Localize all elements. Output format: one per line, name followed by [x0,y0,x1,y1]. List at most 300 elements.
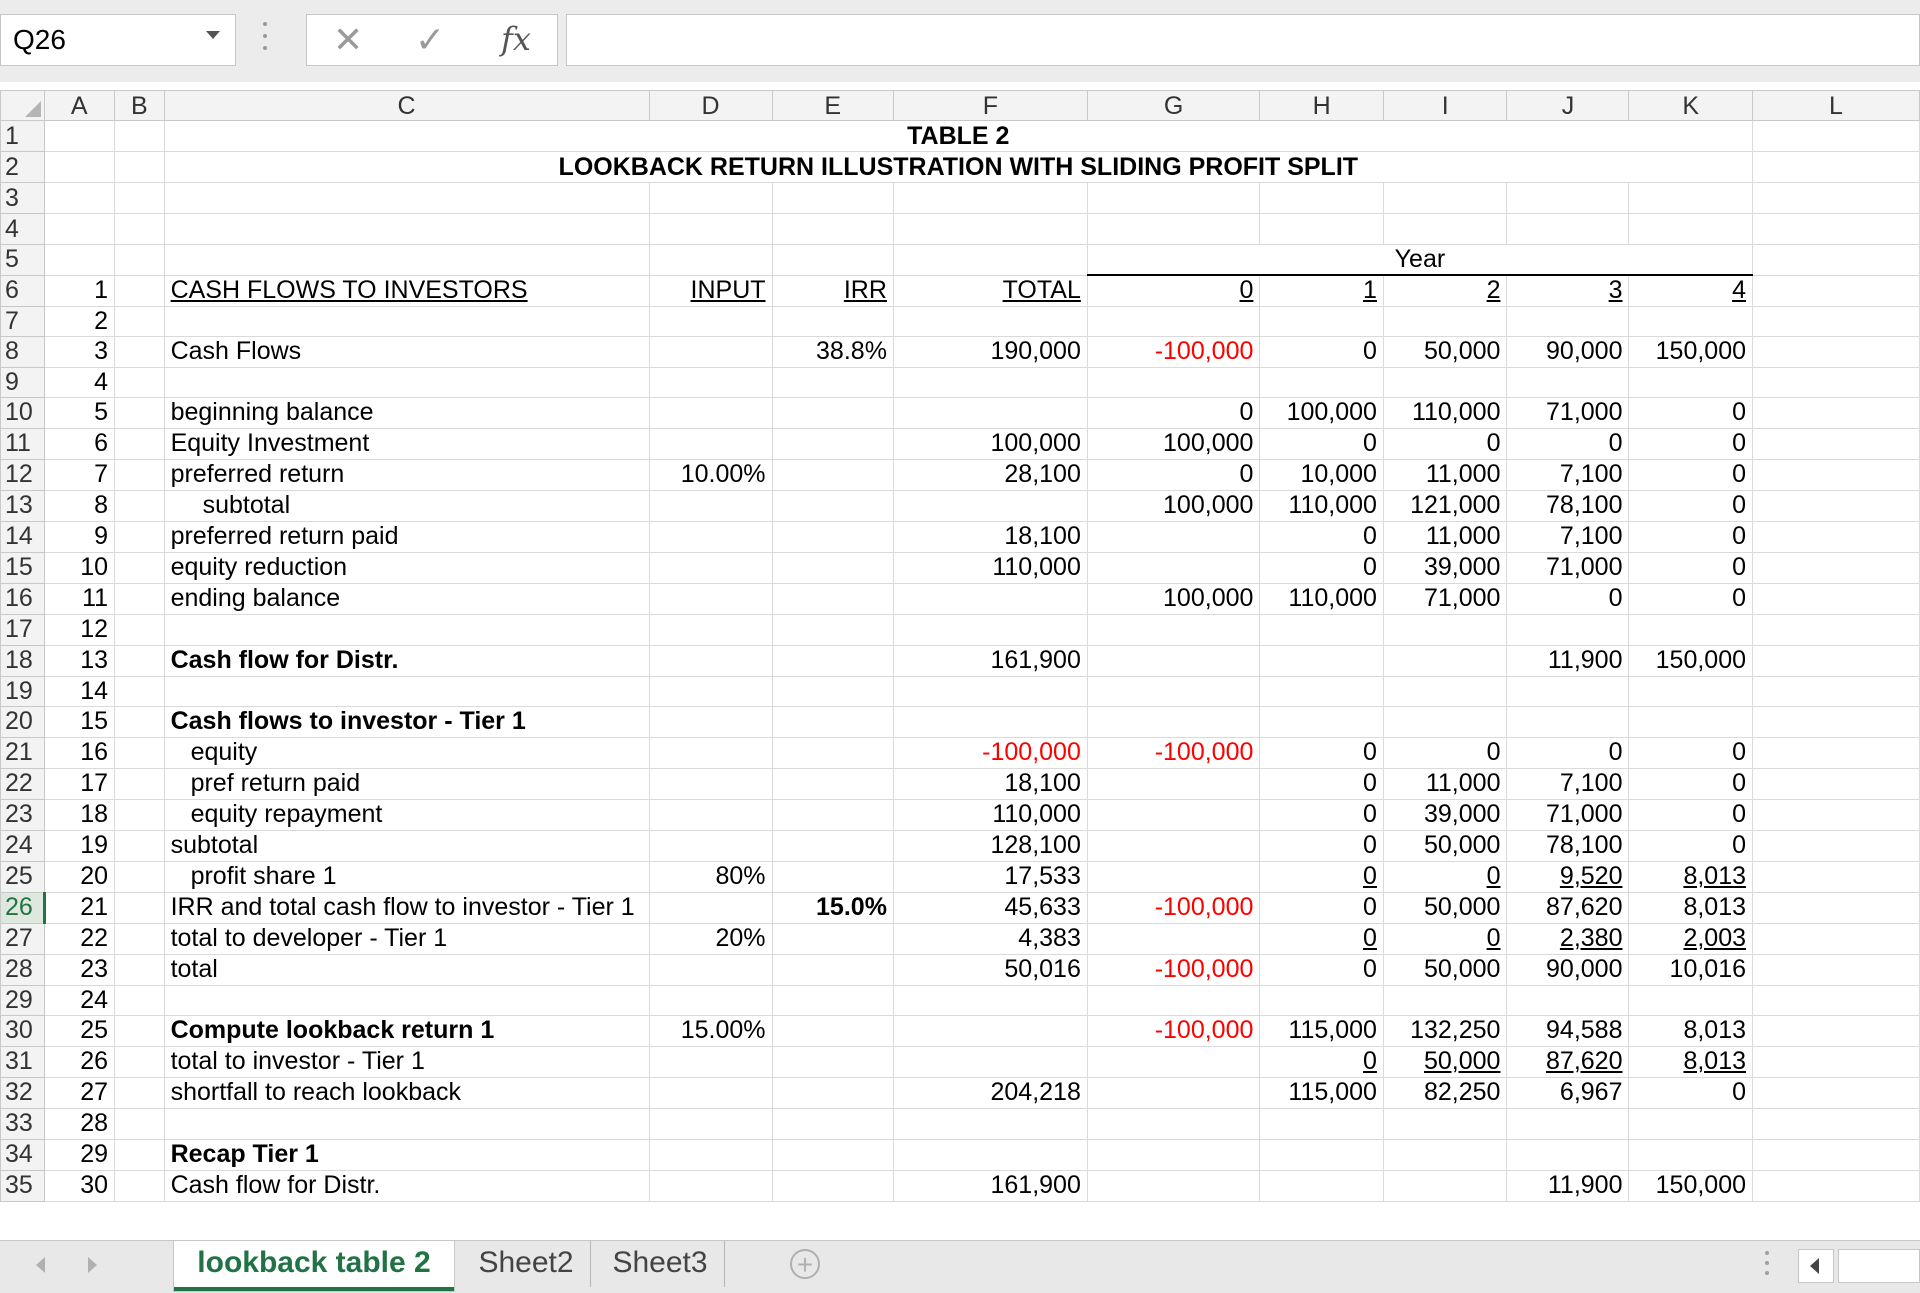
total-header[interactable]: TOTAL [893,275,1087,306]
cell[interactable] [115,737,165,768]
cell[interactable] [772,459,893,490]
cell[interactable] [1753,1108,1920,1139]
cell[interactable] [1087,706,1260,737]
cell[interactable] [1753,1170,1920,1201]
cell[interactable]: 19 [44,830,114,861]
row-header[interactable]: 19 [1,676,45,706]
cell[interactable]: 39,000 [1383,799,1507,830]
cell[interactable]: 150,000 [1629,1170,1753,1201]
cell[interactable]: 29 [44,1139,114,1170]
cell[interactable]: -100,000 [1087,737,1260,768]
cell[interactable] [1087,1046,1260,1077]
cell[interactable]: 10,000 [1260,459,1384,490]
irr-header[interactable]: IRR [772,275,893,306]
cell[interactable]: 87,620 [1507,892,1629,923]
cell[interactable]: 21 [44,892,114,923]
cell[interactable] [1753,923,1920,954]
year-header[interactable]: 1 [1260,275,1384,306]
cell[interactable] [772,306,893,336]
cell[interactable] [772,676,893,706]
cell[interactable]: 28 [44,1108,114,1139]
cell[interactable] [772,954,893,985]
cell[interactable] [772,861,893,892]
cell[interactable] [1753,799,1920,830]
cell[interactable] [1753,428,1920,459]
column-header[interactable]: I [1383,91,1507,121]
cell[interactable] [1383,367,1507,397]
cell[interactable] [1087,552,1260,583]
cell[interactable]: 8,013 [1629,861,1753,892]
cell[interactable]: 18,100 [893,521,1087,552]
cell[interactable] [1507,183,1629,214]
cell[interactable] [1507,306,1629,336]
cell[interactable] [1507,985,1629,1015]
cell[interactable] [1753,892,1920,923]
cell[interactable] [1753,583,1920,614]
cell[interactable] [649,428,772,459]
cell[interactable]: 0 [1260,923,1384,954]
cell[interactable] [1383,985,1507,1015]
cell[interactable] [115,923,165,954]
cell[interactable] [1383,706,1507,737]
cell[interactable] [115,245,165,276]
cell[interactable]: 100,000 [1260,397,1384,428]
row-header[interactable]: 28 [1,954,45,985]
cell[interactable] [772,552,893,583]
cell[interactable] [649,768,772,799]
cell[interactable]: 11,900 [1507,645,1629,676]
cell[interactable]: 50,016 [893,954,1087,985]
cell[interactable] [649,892,772,923]
row-header[interactable]: 30 [1,1015,45,1046]
cell[interactable] [893,490,1087,521]
cell[interactable] [649,552,772,583]
cell[interactable] [115,892,165,923]
cell[interactable] [1753,245,1920,276]
row-header[interactable]: 5 [1,245,45,276]
cell[interactable] [1383,614,1507,645]
cell[interactable]: 15.0% [772,892,893,923]
cancel-icon[interactable]: ✕ [333,19,364,60]
cell[interactable]: 25 [44,1015,114,1046]
cell[interactable] [1629,706,1753,737]
cell[interactable]: 0 [1507,737,1629,768]
cell[interactable] [115,583,165,614]
cell[interactable] [1260,985,1384,1015]
cell[interactable]: 0 [1507,583,1629,614]
cell[interactable]: subtotal [164,830,649,861]
row-header[interactable]: 12 [1,459,45,490]
cell[interactable]: 78,100 [1507,830,1629,861]
cell[interactable]: preferred return paid [164,521,649,552]
cell[interactable] [1507,214,1629,245]
cell[interactable]: 2 [44,306,114,336]
cell[interactable] [1383,676,1507,706]
scroll-left-icon[interactable] [1798,1249,1834,1283]
row-header[interactable]: 13 [1,490,45,521]
cell[interactable] [1753,521,1920,552]
cell[interactable]: 11,900 [1507,1170,1629,1201]
cell[interactable] [1753,861,1920,892]
cell[interactable] [1753,614,1920,645]
cell[interactable] [649,214,772,245]
cell[interactable]: 50,000 [1383,892,1507,923]
row-header[interactable]: 35 [1,1170,45,1201]
cell[interactable]: Compute lookback return 1 [164,1015,649,1046]
cell[interactable]: 9 [44,521,114,552]
insert-function-icon[interactable]: fx [501,20,531,58]
row-header[interactable]: 23 [1,799,45,830]
cell[interactable] [1507,1139,1629,1170]
cell[interactable] [1087,768,1260,799]
cell[interactable]: Recap Tier 1 [164,1139,649,1170]
cell[interactable]: 100,000 [1087,428,1260,459]
column-header[interactable]: B [115,91,165,121]
cell[interactable]: IRR and total cash flow to investor - Tier 1 [164,892,649,923]
cell[interactable]: profit share 1 [164,861,649,892]
cell[interactable] [772,245,893,276]
cell[interactable]: 204,218 [893,1077,1087,1108]
cell[interactable] [164,245,649,276]
cell[interactable] [772,1108,893,1139]
sheet-tab-sheet2[interactable]: Sheet2 [462,1241,591,1287]
cell[interactable]: 3 [44,336,114,367]
cell[interactable] [1087,799,1260,830]
cell[interactable] [1629,985,1753,1015]
cell[interactable] [893,1015,1087,1046]
cell[interactable]: 50,000 [1383,1046,1507,1077]
cell[interactable]: 4 [44,367,114,397]
cell[interactable] [115,367,165,397]
cell[interactable] [1753,1046,1920,1077]
cell[interactable]: -100,000 [893,737,1087,768]
cell[interactable]: 11,000 [1383,459,1507,490]
row-header[interactable]: 21 [1,737,45,768]
cell[interactable] [1629,1139,1753,1170]
cell[interactable]: 10 [44,552,114,583]
select-all-corner[interactable] [1,91,45,121]
cell[interactable]: 0 [1260,954,1384,985]
cell[interactable]: total to investor - Tier 1 [164,1046,649,1077]
cell[interactable] [649,737,772,768]
cell[interactable] [649,306,772,336]
cell[interactable] [1753,1077,1920,1108]
cell[interactable] [1087,861,1260,892]
cell[interactable] [893,183,1087,214]
column-header[interactable]: A [44,91,114,121]
cell[interactable]: 161,900 [893,645,1087,676]
year-header[interactable]: 4 [1629,275,1753,306]
cell[interactable]: 0 [1260,768,1384,799]
cell[interactable] [115,1139,165,1170]
cell[interactable] [772,521,893,552]
cell[interactable] [649,954,772,985]
cell[interactable]: 0 [1507,428,1629,459]
cell[interactable] [115,954,165,985]
cell[interactable]: 20% [649,923,772,954]
table-subtitle[interactable]: LOOKBACK RETURN ILLUSTRATION WITH SLIDING PROFIT SPLIT [164,152,1752,183]
cell[interactable]: -100,000 [1087,336,1260,367]
cell[interactable]: 20 [44,861,114,892]
cell[interactable]: 100,000 [893,428,1087,459]
cell[interactable] [893,397,1087,428]
cell[interactable]: 0 [1260,737,1384,768]
cell[interactable]: 0 [1087,459,1260,490]
column-header[interactable]: E [772,91,893,121]
cell[interactable] [772,1046,893,1077]
cell[interactable]: 11,000 [1383,768,1507,799]
cell[interactable] [649,1170,772,1201]
cell[interactable] [1507,706,1629,737]
cell[interactable]: 82,250 [1383,1077,1507,1108]
cell[interactable]: 9,520 [1507,861,1629,892]
cell[interactable]: 8,013 [1629,892,1753,923]
cell[interactable]: 17,533 [893,861,1087,892]
cell[interactable] [649,1046,772,1077]
cell[interactable]: 18,100 [893,768,1087,799]
cell[interactable] [1753,275,1920,306]
cell[interactable] [649,676,772,706]
cell[interactable] [649,830,772,861]
cell[interactable] [1753,830,1920,861]
cell[interactable]: ending balance [164,583,649,614]
cell[interactable] [115,275,165,306]
cell[interactable] [649,645,772,676]
row-header[interactable]: 10 [1,397,45,428]
cell[interactable] [649,1108,772,1139]
name-box[interactable] [0,14,236,66]
cell[interactable]: -100,000 [1087,954,1260,985]
formula-input[interactable] [566,14,1920,66]
cell[interactable] [1629,614,1753,645]
cell[interactable] [115,830,165,861]
cell[interactable]: 71,000 [1507,799,1629,830]
cell[interactable] [1087,1139,1260,1170]
cell[interactable]: 6,967 [1507,1077,1629,1108]
cell[interactable] [1260,306,1384,336]
cell[interactable]: 28,100 [893,459,1087,490]
cell[interactable]: 17 [44,768,114,799]
cell[interactable]: 110,000 [893,799,1087,830]
cell[interactable]: 0 [1629,490,1753,521]
cell[interactable]: 0 [1260,552,1384,583]
cell[interactable]: 2,003 [1629,923,1753,954]
cell[interactable]: 0 [1629,428,1753,459]
cell[interactable] [893,306,1087,336]
cell[interactable]: 7,100 [1507,459,1629,490]
cell[interactable] [164,367,649,397]
cell[interactable] [1087,614,1260,645]
cell[interactable] [115,397,165,428]
cell[interactable]: 11,000 [1383,521,1507,552]
cell[interactable] [115,121,165,152]
cell[interactable]: 6 [44,428,114,459]
cell[interactable]: 0 [1260,892,1384,923]
cell[interactable] [1087,214,1260,245]
cell[interactable]: 110,000 [893,552,1087,583]
cell[interactable]: 22 [44,923,114,954]
row-header[interactable]: 20 [1,706,45,737]
cell[interactable] [1260,1170,1384,1201]
cell[interactable] [772,583,893,614]
cell[interactable]: 8 [44,490,114,521]
cell[interactable] [893,985,1087,1015]
cell[interactable]: preferred return [164,459,649,490]
cell[interactable] [44,121,114,152]
horizontal-scrollbar[interactable] [1838,1249,1920,1283]
cell[interactable] [115,799,165,830]
cell[interactable]: 0 [1629,521,1753,552]
cell[interactable] [772,367,893,397]
cell[interactable] [772,1077,893,1108]
next-sheet-icon[interactable] [88,1257,97,1273]
cell[interactable]: 0 [1260,1046,1384,1077]
row-header[interactable]: 27 [1,923,45,954]
row-header[interactable]: 8 [1,336,45,367]
cell[interactable] [1629,214,1753,245]
cell[interactable]: shortfall to reach lookback [164,1077,649,1108]
cell[interactable]: 27 [44,1077,114,1108]
cell[interactable] [164,676,649,706]
cell[interactable] [115,152,165,183]
cell[interactable] [1087,1108,1260,1139]
cell[interactable] [115,306,165,336]
cell[interactable] [115,768,165,799]
cell[interactable] [1087,1170,1260,1201]
cell[interactable]: 8,013 [1629,1015,1753,1046]
cell[interactable] [1753,737,1920,768]
cell[interactable]: -100,000 [1087,1015,1260,1046]
cell[interactable] [1753,152,1920,183]
cell[interactable] [772,645,893,676]
cell[interactable]: 7,100 [1507,768,1629,799]
year-header[interactable]: 2 [1383,275,1507,306]
cell[interactable]: 5 [44,397,114,428]
cell[interactable] [44,245,114,276]
cell[interactable] [772,1139,893,1170]
cell[interactable] [772,428,893,459]
cell[interactable] [164,214,649,245]
cell[interactable]: 132,250 [1383,1015,1507,1046]
cell[interactable] [893,367,1087,397]
row-header[interactable]: 17 [1,614,45,645]
cell[interactable]: 90,000 [1507,954,1629,985]
cell[interactable]: 24 [44,985,114,1015]
cell[interactable]: 0 [1383,923,1507,954]
cell[interactable] [1260,183,1384,214]
cell[interactable] [893,245,1087,276]
cell[interactable] [1753,1015,1920,1046]
cell[interactable]: 0 [1260,521,1384,552]
cell[interactable]: 26 [44,1046,114,1077]
cell[interactable] [1629,183,1753,214]
enter-check-icon[interactable]: ✓ [415,19,446,60]
row-header[interactable]: 1 [1,121,45,152]
cell[interactable]: 115,000 [1260,1077,1384,1108]
cell[interactable]: 8,013 [1629,1046,1753,1077]
cell[interactable] [115,552,165,583]
cell[interactable] [649,183,772,214]
cell[interactable]: 1 [44,275,114,306]
cell[interactable]: 0 [1629,459,1753,490]
cell[interactable] [115,985,165,1015]
cell[interactable] [1507,367,1629,397]
cell[interactable] [772,830,893,861]
cell[interactable]: 71,000 [1383,583,1507,614]
cell[interactable]: 0 [1260,861,1384,892]
cell[interactable] [649,521,772,552]
row-header[interactable]: 25 [1,861,45,892]
cell[interactable] [893,583,1087,614]
cell[interactable]: 110,000 [1383,397,1507,428]
cell[interactable] [1087,645,1260,676]
cell[interactable] [1629,306,1753,336]
cell[interactable]: total [164,954,649,985]
cell[interactable] [1753,336,1920,367]
cell[interactable] [1087,923,1260,954]
cell[interactable] [1087,183,1260,214]
cell[interactable] [115,428,165,459]
cell[interactable]: -100,000 [1087,892,1260,923]
cell[interactable]: 13 [44,645,114,676]
cell[interactable] [164,1108,649,1139]
cell[interactable] [1753,490,1920,521]
row-header[interactable]: 7 [1,306,45,336]
cell[interactable] [115,861,165,892]
cell[interactable] [649,1139,772,1170]
cell[interactable] [1753,768,1920,799]
cell[interactable]: 0 [1629,768,1753,799]
cell[interactable] [649,397,772,428]
cell[interactable] [772,614,893,645]
column-header[interactable]: K [1629,91,1753,121]
cell[interactable] [772,183,893,214]
cell[interactable] [1753,121,1920,152]
cell[interactable]: 87,620 [1507,1046,1629,1077]
cell[interactable]: 0 [1383,737,1507,768]
cell[interactable] [44,183,114,214]
cell[interactable] [1087,830,1260,861]
cell[interactable] [772,214,893,245]
cell[interactable]: subtotal [164,490,649,521]
cell[interactable]: equity repayment [164,799,649,830]
sheet-tab-lookback-table-2[interactable]: lookback table 2 [174,1241,454,1291]
row-header[interactable]: 9 [1,367,45,397]
cell[interactable]: 2,380 [1507,923,1629,954]
cell[interactable] [1629,1108,1753,1139]
column-header[interactable]: J [1507,91,1629,121]
previous-sheet-icon[interactable] [36,1257,45,1273]
cell[interactable]: 15 [44,706,114,737]
cell[interactable]: Cash flow for Distr. [164,1170,649,1201]
cell[interactable] [1753,367,1920,397]
row-header[interactable]: 6 [1,275,45,306]
cell[interactable]: 50,000 [1383,336,1507,367]
cell[interactable] [1753,459,1920,490]
row-header[interactable]: 3 [1,183,45,214]
cell[interactable]: Cash Flows [164,336,649,367]
cell[interactable] [164,614,649,645]
more-dots-icon[interactable] [262,22,268,58]
cell[interactable] [1753,985,1920,1015]
cell[interactable] [649,1077,772,1108]
cell[interactable] [649,367,772,397]
cell[interactable] [115,336,165,367]
cell[interactable] [649,490,772,521]
cell[interactable] [1260,676,1384,706]
cell[interactable] [1753,954,1920,985]
row-header[interactable]: 26 [1,892,45,923]
